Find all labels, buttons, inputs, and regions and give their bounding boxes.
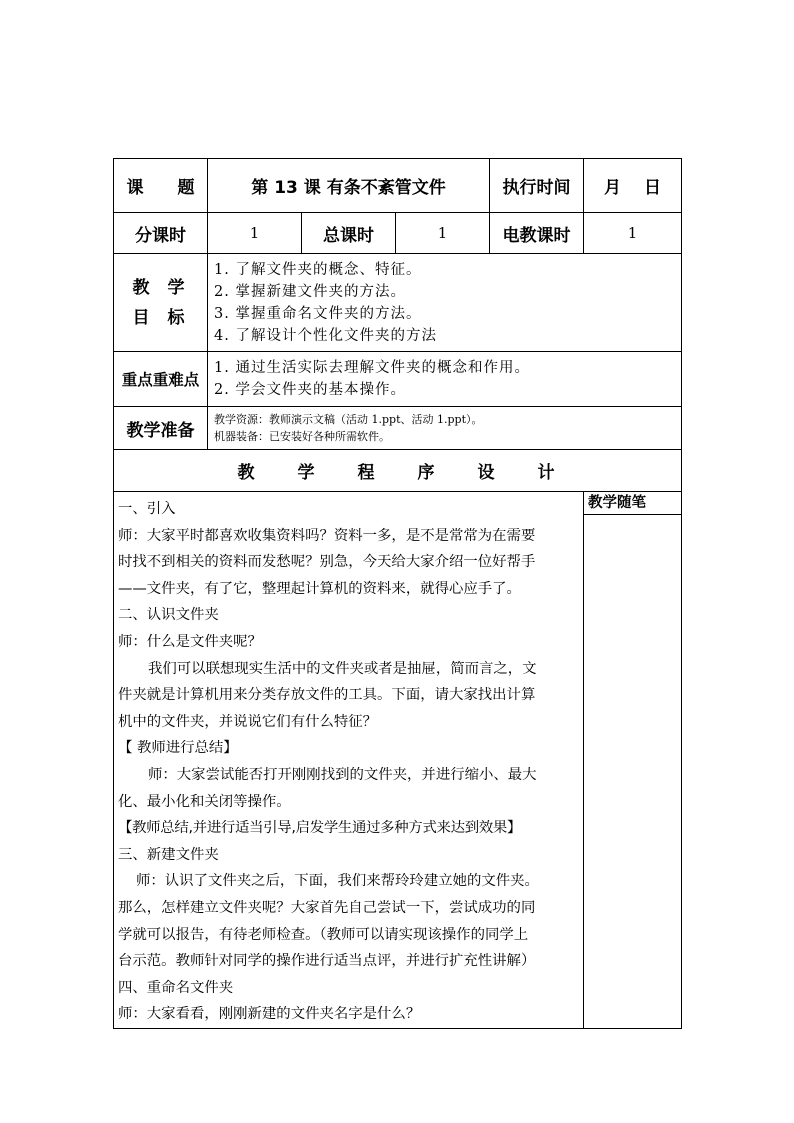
goals-label-line2: 目标 xyxy=(132,307,203,328)
procedure-line: 我们可以联想现实生活中的文件夹或者是抽屉，简而言之，文 xyxy=(148,660,537,677)
sub-hours-value: 1 xyxy=(208,213,302,254)
key-point-item: 1. 通过生活实际去理解文件夹的概念和作用。 xyxy=(214,360,530,376)
notes-column xyxy=(584,492,682,1029)
lesson-plan-table xyxy=(113,158,682,1029)
key-points-label: 重点重难点 xyxy=(114,352,208,407)
procedure-line: 机中的文件夹，并说说它们有什么特征？ xyxy=(118,713,378,730)
goals-label-line1: 教学 xyxy=(132,277,203,298)
preparation-row xyxy=(114,407,682,450)
procedure-line: 【 教师进行总结】 xyxy=(118,740,238,757)
exec-time-label: 执行时间 xyxy=(490,159,584,213)
procedure-line: 时找不到相关的资料而发愁呢？别急，今天给大家介绍一位好帮手 xyxy=(118,554,536,571)
procedure-title: 教学程序设计 xyxy=(114,450,682,492)
procedure-line: ——文件夹，有了它，整理起计算机的资料来，就得心应手了。 xyxy=(118,580,521,597)
av-hours-label: 电教课时 xyxy=(490,213,584,254)
preparation-label: 教学准备 xyxy=(114,407,208,450)
goal-item: 2. 掌握新建文件夹的方法。 xyxy=(214,283,406,300)
lesson-title: 第 13 课 有条不紊管文件 xyxy=(208,159,490,213)
key-points-list xyxy=(208,352,682,407)
procedure-line: 二、认识文件夹 xyxy=(118,607,219,624)
av-hours-value: 1 xyxy=(584,213,682,254)
goals-label xyxy=(114,254,208,352)
topic-label: 课 题 xyxy=(114,159,208,213)
goal-item: 1. 了解文件夹的概念、特征。 xyxy=(214,261,422,278)
procedure-line: 三、新建文件夹 xyxy=(118,846,219,863)
procedure-line: 化、最小化和关闭等操作。 xyxy=(118,793,291,810)
procedure-line: 四、重命名文件夹 xyxy=(118,979,234,996)
procedure-line: 那么，怎样建立文件夹呢？大家首先自己尝试一下，尝试成功的同 xyxy=(118,899,536,916)
preparation-list xyxy=(208,407,682,450)
procedure-line: 件夹就是计算机用来分类存放文件的工具。下面，请大家找出计算 xyxy=(118,687,536,704)
goals-list xyxy=(208,254,682,352)
total-hours-value: 1 xyxy=(396,213,490,254)
procedure-row xyxy=(114,492,682,1029)
procedure-line: 师：大家看看，刚刚新建的文件夹名字是什么？ xyxy=(118,1006,421,1023)
key-point-item: 2. 学会文件夹的基本操作。 xyxy=(214,382,406,398)
procedure-line: 师：认识了文件夹之后，下面，我们来帮玲玲建立她的文件夹。 xyxy=(136,873,539,890)
preparation-item: 教学资源：教师演示文稿（活动 1.ppt、活动 1.ppt）。 xyxy=(214,413,483,426)
date-value: 月 日 xyxy=(584,159,682,213)
procedure-line: 学就可以报告，有待老师检查。（教师可以请实现该操作的同学上 xyxy=(118,926,529,943)
procedure-line: 师：什么是文件夹呢？ xyxy=(118,633,262,650)
procedure-line: 一、引入 xyxy=(118,501,176,517)
procedure-line: 台示范。教师针对同学的操作进行适当点评，并进行扩充性讲解） xyxy=(118,953,536,970)
preparation-item: 机器装备：已安装好各种所需软件。 xyxy=(214,430,390,443)
procedure-line: 师：大家平时都喜欢收集资料吗？资料一多，是不是常常为在需要 xyxy=(118,527,536,544)
key-points-row xyxy=(114,352,682,407)
goal-item: 4. 了解设计个性化文件夹的方法 xyxy=(214,327,437,344)
hours-row xyxy=(114,213,682,254)
procedure-title-row xyxy=(114,450,682,492)
procedure-line: 师：大家尝试能否打开刚刚找到的文件夹，并进行缩小、最大 xyxy=(148,766,537,783)
procedure-line: 【教师总结,并进行适当引导,启发学生通过多种方式来达到效果】 xyxy=(118,820,522,837)
notes-label: 教学随笔 xyxy=(584,492,681,515)
goal-item: 3. 掌握重命名文件夹的方法。 xyxy=(214,305,422,322)
total-hours-label: 总课时 xyxy=(302,213,396,254)
header-row xyxy=(114,159,682,213)
procedure-content xyxy=(114,492,584,1029)
goals-row xyxy=(114,254,682,352)
sub-hours-label: 分课时 xyxy=(114,213,208,254)
